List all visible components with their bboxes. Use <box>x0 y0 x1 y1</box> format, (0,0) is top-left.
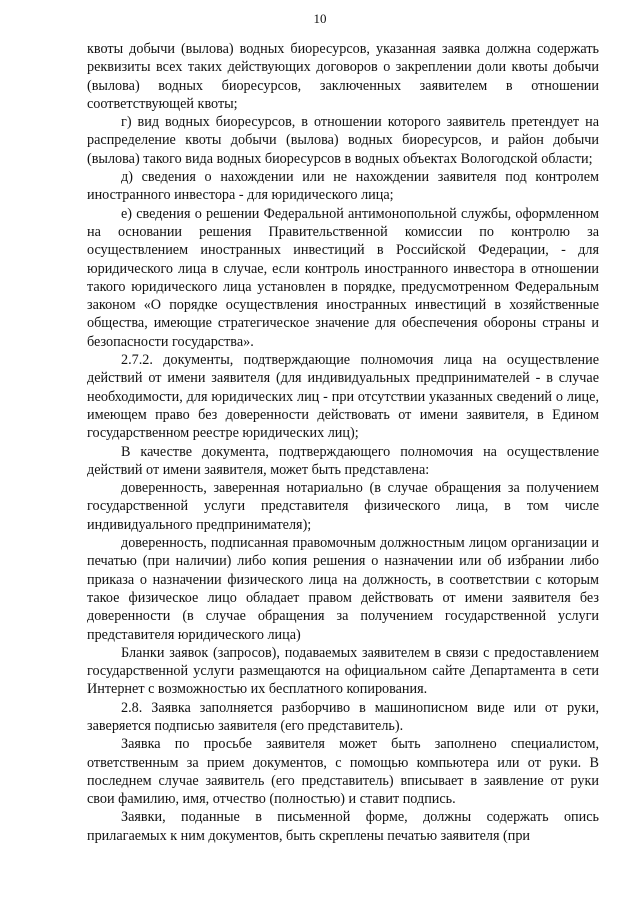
paragraph-notarized-power-of-attorney: доверенность, заверенная нотариально (в случае обращения за получением государственной услуги представителя физического лица, в том числе индивидуального предпринимателя); <box>87 480 599 533</box>
paragraph-application-forms: Бланки заявок (запросов), подаваемых заявителем в связи с предоставлением государственной услуги размещаются на официальном сайте Департамента в сети Интернет с возможностью их бесплатного копирования. <box>87 644 599 698</box>
paragraph-quota-contracts: квоты добычи (вылова) водных биоресурсов, указанная заявка должна содержать реквизиты всех таких действующих договоров о закреплении доли квоты добычи (вылова) водных биоресурсов, заключенных заявителем в отношении соответствующей квоты; <box>87 41 599 112</box>
paragraph-item-g: г) вид водных биоресурсов, в отношении которого заявитель претендует на распределение квоты добычи (вылова) водных биоресурсов, и район добычи (вылова) такого вида водных биоресурсов в водных объектах Вологодской области; <box>87 114 599 167</box>
paragraph-authority-document: В качестве документа, подтверждающего полномочия на осуществление действий от имени заявителя, может быть представлена: <box>87 443 599 478</box>
paragraph-item-d: д) сведения о нахождении или не нахождении заявителя под контролем иностранного инвестора - для юридического лица; <box>87 169 599 204</box>
document-body <box>87 40 599 845</box>
paragraph-signed-power-of-attorney: доверенность, подписанная правомочным должностным лицом организации и печатью (при наличии) либо копия решения о назначении или об избрании либо приказа о назначении физического лица на должность, в соответствии с которым такое физическое лицо обладает правом действовать от имени заявителя без доверенности (в случае обращения за получением государственной услуги представителя юридического лица) <box>87 535 599 643</box>
page-number: 10 <box>313 11 327 26</box>
paragraph-written-applications: Заявки, поданные в письменной форме, должны содержать опись прилагаемых к ним документов, быть скреплены печатью заявителя (при <box>87 809 599 844</box>
paragraph-2-8: 2.8. Заявка заполняется разборчиво в машинописном виде или от руки, заверяется подписью заявителя (его представитель). <box>87 699 599 734</box>
paragraph-item-e: е) сведения о решении Федеральной антимонопольной службы, оформленном на основании решения Правительственной комиссии по контролю за осуществлением иностранных инвестиций в Российской Федерации, - для юридического лица в случае, если контроль иностранного инвестора в отношении такого юридического лица установлен в порядке, предусмотренном Федеральным законом «О порядке осуществления иностранных инвестиций в хозяйственные общества, имеющие стратегическое значение для обеспечения обороны страны и безопасности государства». <box>87 205 599 350</box>
paragraph-filled-by-specialist: Заявка по просьбе заявителя может быть заполнено специалистом, ответственным за прием документов, с помощью компьютера или от руки. В последнем случае заявитель (его представитель) вписывает в заявление от руки свои фамилию, имя, отчество (полностью) и ставит подпись. <box>87 736 599 808</box>
paragraph-2-7-2: 2.7.2. документы, подтверждающие полномочия лица на осуществление действий от имени заявителя (для индивидуальных предпринимателей - в случае необходимости, для юридических лиц - при отсутствии указанных сведений о лице, имеющем право без доверенности действовать от имени заявителя, в Едином государственном реестре юридических лиц); <box>87 352 599 442</box>
